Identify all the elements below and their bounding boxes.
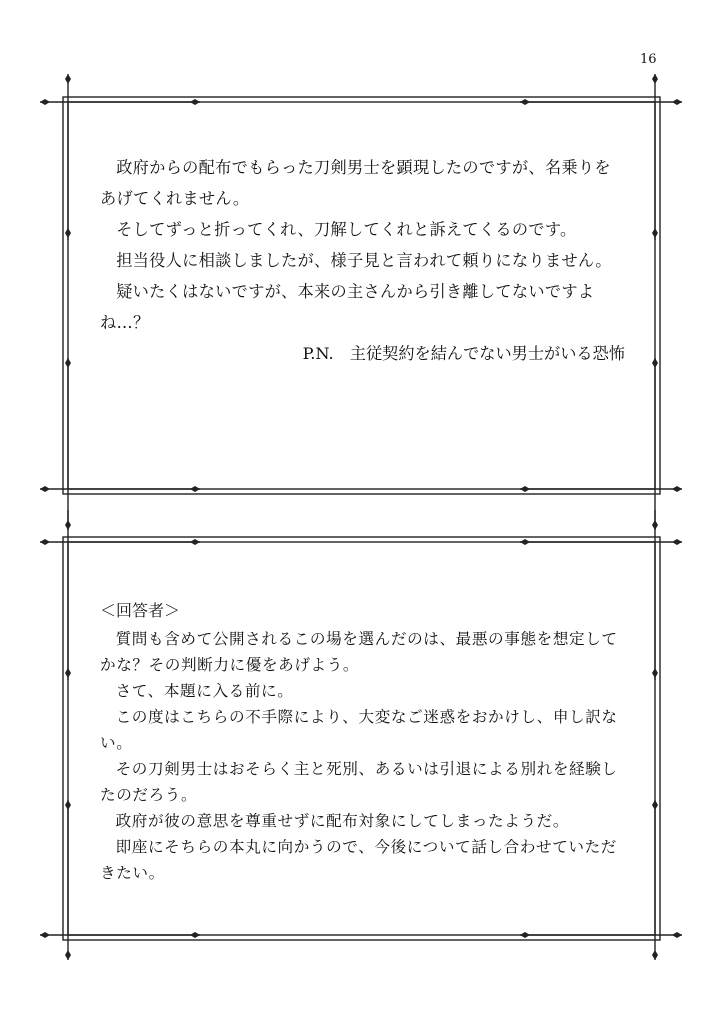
answer-paragraph: 質問も含めて公開されるこの場を選んだのは、最悪の事態を想定してかな？その判断力に優をあげよう。	[100, 630, 618, 674]
answer-paragraph: この度はこちらの不手際により、大変なご迷惑をおかけし、申し訳ない。	[100, 708, 618, 752]
answer-paragraph: さて、本題に入る前に。	[115, 682, 294, 700]
answer-heading: ＜回答者＞	[100, 601, 181, 620]
question-paragraph: そしてずっと折ってくれ、刀解してくれと訴えてくるのです。	[116, 220, 577, 239]
answer-paragraph: その刀剣男士はおそらく主と死別、あるいは引退による別れを経験したのだろう。	[100, 760, 618, 804]
answer-paragraph: 即座にそちらの本丸に向かうので、今後について話し合わせていただきたい。	[100, 838, 617, 882]
question-paragraph: 担当役人に相談しましたが、様子見と言われて頼りになりません。	[116, 251, 612, 270]
question-panel	[100, 152, 625, 369]
question-paragraph: 疑いたくはないですが、本来の主さんから引き離してないですよね…？	[100, 282, 595, 332]
page-number: 16	[640, 52, 657, 67]
question-signature: P.N. 主従契約を結んでない男士がいる恐怖	[302, 344, 625, 363]
answer-panel	[100, 598, 625, 886]
question-paragraph: 政府からの配布でもらった刀剣男士を顕現したのですが、名乗りをあげてくれません。	[100, 158, 611, 208]
answer-paragraph: 政府が彼の意思を尊重せずに配布対象にしてしまったようだ。	[115, 812, 570, 830]
